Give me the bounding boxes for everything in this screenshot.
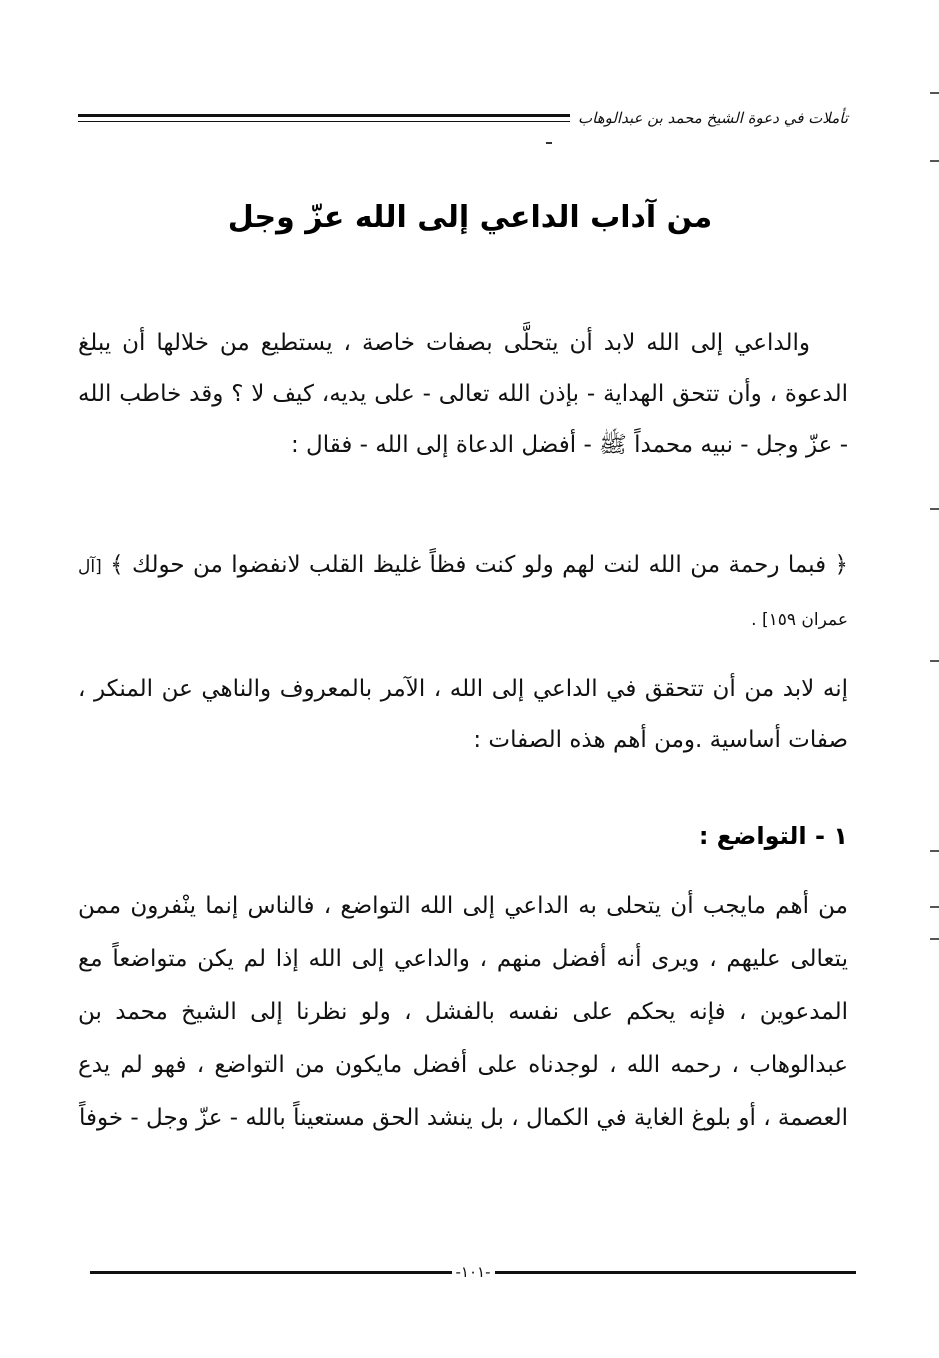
paragraph-intro-text: والداعي إلى الله لابد أن يتحلَّى بصفات خاصة ، يستطيع من خلالها أن يبلغ الدعوة ، وأن تتحق الهداية - بإذن الله تعالى - على يديه، كيف لا ؟ وقد خاطب الله - عزّ وجل - نبيه محمداً ﷺ - أفضل الدعاة إلى الله - فقال : (78, 330, 848, 458)
paragraph-qualities-text: إنه لابد من أن تتحقق في الداعي إلى الله ، الآمر بالمعروف والناهي عن المنكر ، صفات أساسية .ومن أهم هذه الصفات : (78, 676, 848, 753)
page-footer (90, 1262, 856, 1282)
paragraph-humility (78, 880, 848, 1145)
paragraph-humility-text: من أهم مايجب أن يتحلى به الداعي إلى الله التواضع ، فالناس إنما ينْفرون ممن يتعالى عليهم ، ويرى أنه أفضل منهم ، والداعي إلى الله إذا لم يكن متواضعاً مع المدعوين ، فإنه يحكم على نفسه بالفشل ، ولو نظرنا إلى الشيخ محمد بن عبدالوهاب ، رحمه الله ، لوجدناه على أفضل مايكون من التواضع ، فهو لم يدع العصمة ، أو بلوغ الغاية في الكمال ، بل ينشد الحق مستعيناً بالله - عزّ وجل - خوفاً (78, 893, 848, 1131)
footer-rule-left (90, 1271, 452, 1274)
scan-margin-mark (930, 160, 939, 162)
scan-margin-mark (930, 850, 939, 852)
section-heading-humility: ١ - التواضع : (698, 822, 848, 850)
page-number: -١٠١- (455, 1263, 491, 1281)
paragraph-qualities (78, 664, 848, 766)
scan-margin-mark (930, 508, 939, 510)
chapter-title: من آداب الداعي إلى الله عزّ وجل (227, 200, 713, 235)
scan-margin-mark (930, 92, 939, 94)
scan-margin-mark (930, 906, 939, 908)
quran-reference: [آل عمران ١٥٩] . (78, 557, 848, 630)
paragraph-quran-quote (78, 540, 848, 646)
header-rule (78, 114, 570, 122)
scan-margin-mark (930, 660, 939, 662)
footer-rule-right (495, 1271, 857, 1274)
running-header (78, 104, 848, 132)
quran-quote-text: ﴿ فبما رحمة من الله لنت لهم ولو كنت فظاً غليظ القلب لانفضوا من حولك ﴾ (110, 552, 849, 578)
running-header-title: تأملات في دعوة الشيخ محمد بن عبدالوهاب (578, 109, 848, 127)
paragraph-intro (78, 318, 848, 471)
scan-margin-mark (930, 938, 939, 940)
header-tick-mark (546, 142, 552, 144)
